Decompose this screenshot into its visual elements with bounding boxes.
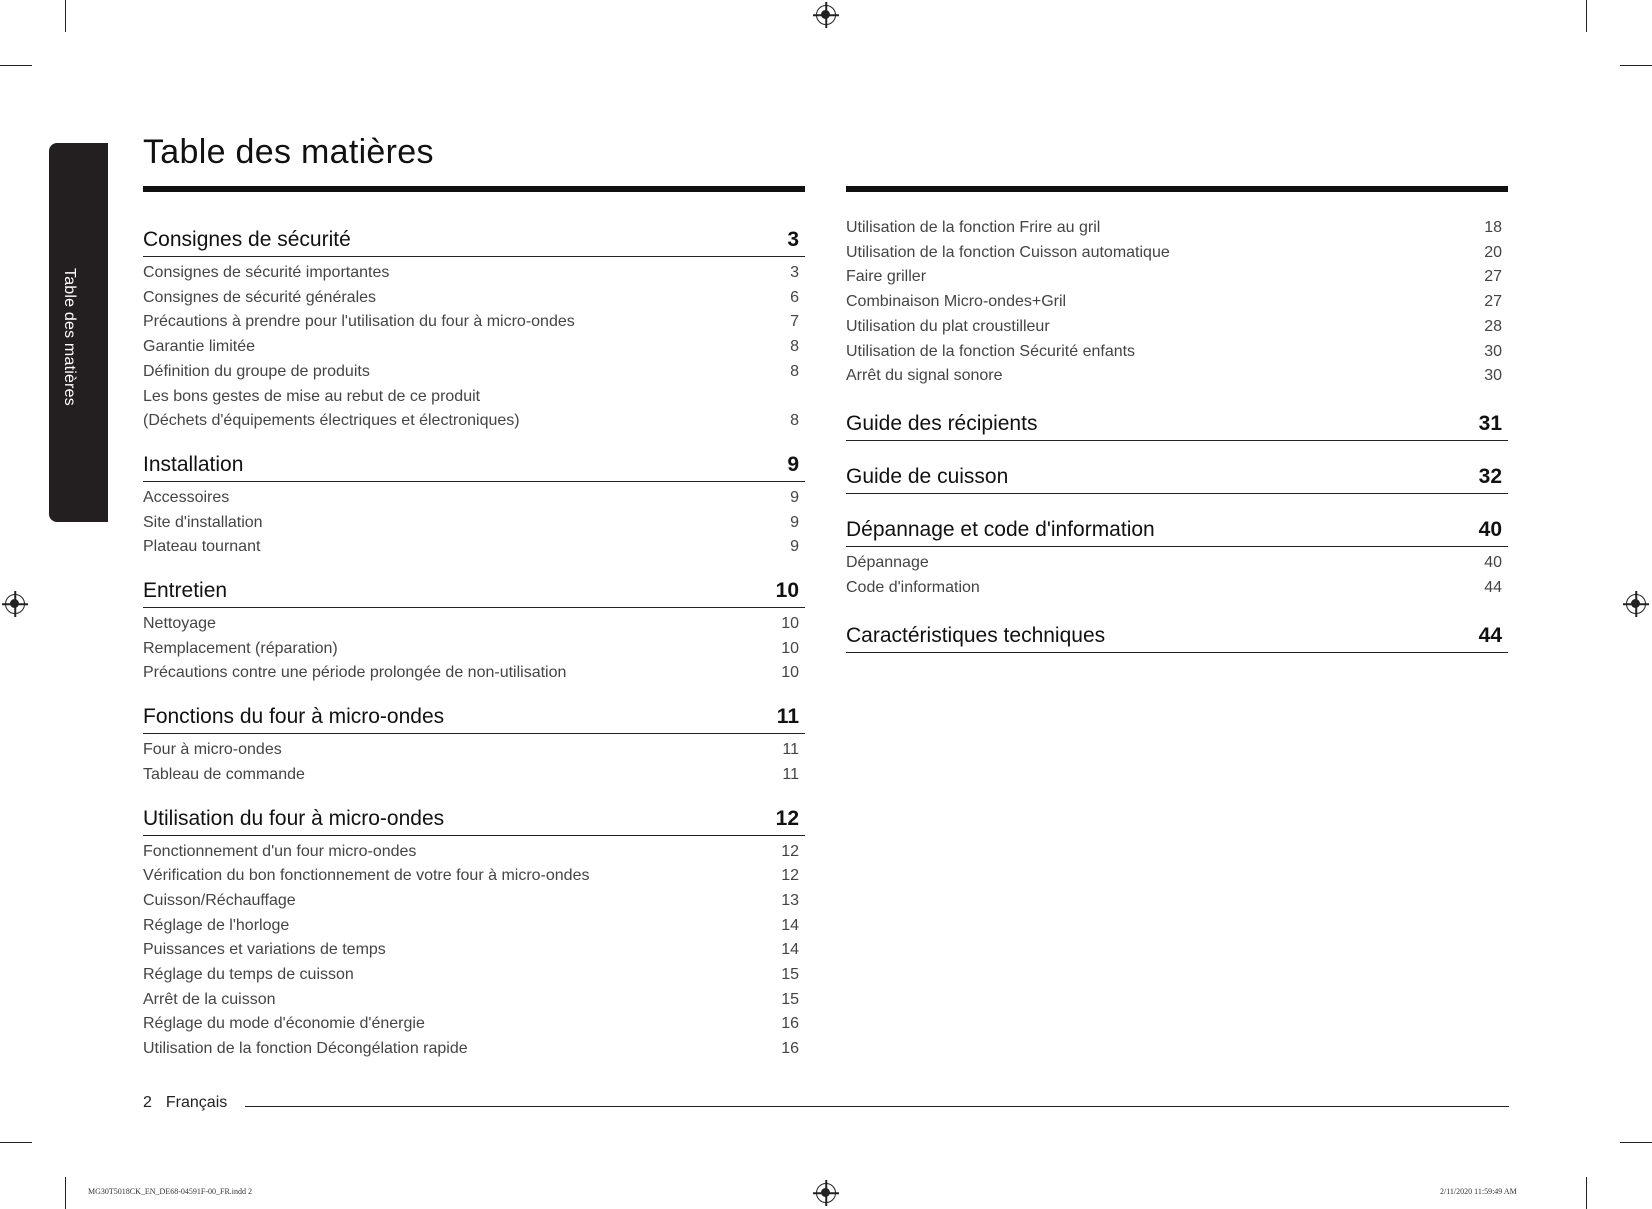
toc-entry[interactable] bbox=[143, 963, 805, 988]
toc-section-page: 12 bbox=[775, 806, 799, 830]
toc-entry[interactable] bbox=[143, 988, 805, 1013]
toc-entry-title: Consignes de sécurité générales bbox=[143, 288, 377, 306]
toc-section bbox=[143, 698, 805, 787]
crop-mark bbox=[65, 0, 66, 32]
column-rule bbox=[143, 186, 805, 192]
toc-entry-page: 10 bbox=[781, 664, 799, 682]
toc-entry[interactable] bbox=[143, 511, 805, 536]
toc-entry-page: 27 bbox=[1484, 293, 1502, 311]
toc-entry-title: Faire griller bbox=[846, 268, 927, 286]
crop-mark bbox=[1620, 65, 1652, 66]
toc-entry-page: 27 bbox=[1484, 268, 1502, 286]
toc-entry[interactable] bbox=[143, 535, 805, 560]
toc-entry-page: 16 bbox=[781, 1015, 799, 1033]
toc-entry-title: Utilisation de la fonction Cuisson automatique bbox=[846, 243, 1170, 261]
toc-section-title: Guide des récipients bbox=[846, 411, 1038, 435]
toc-entry-title: Utilisation du plat croustilleur bbox=[846, 317, 1050, 335]
toc-entry-title: Consignes de sécurité importantes bbox=[143, 264, 390, 281]
toc-entry[interactable] bbox=[143, 637, 805, 662]
toc-section-title: Consignes de sécurité bbox=[143, 228, 351, 251]
toc-entry[interactable] bbox=[143, 286, 805, 311]
toc-entry-page: 11 bbox=[782, 741, 799, 759]
toc-entry-title: Code d'information bbox=[846, 578, 980, 596]
page-number: 2 bbox=[143, 1094, 152, 1111]
toc-section bbox=[846, 405, 1508, 441]
toc-entry[interactable] bbox=[846, 551, 1508, 576]
toc-entry-title: Four à micro-ondes bbox=[143, 741, 282, 759]
toc-entry-list bbox=[846, 547, 1508, 600]
left-column bbox=[143, 186, 805, 1074]
toc-entry[interactable] bbox=[143, 763, 805, 788]
toc-section bbox=[143, 800, 805, 1062]
toc-entry-page: 9 bbox=[790, 513, 799, 531]
toc-entry[interactable] bbox=[143, 335, 805, 360]
toc-entry-title: Arrêt du signal sonore bbox=[846, 367, 1003, 385]
toc-entry-title: Précautions contre une période prolongée de non-utilisation bbox=[143, 664, 567, 682]
toc-entry[interactable] bbox=[846, 265, 1508, 290]
toc-section bbox=[143, 572, 805, 686]
toc-entry-page: 3 bbox=[790, 264, 799, 281]
toc-entry-page: 9 bbox=[790, 538, 799, 556]
toc-entry-title: Fonctionnement d'un four micro-ondes bbox=[143, 842, 417, 860]
toc-section-heading[interactable] bbox=[846, 617, 1508, 653]
toc-entry-title: Utilisation de la fonction Sécurité enfants bbox=[846, 342, 1136, 360]
toc-entry-title: Cuisson/Réchauffage bbox=[143, 891, 296, 909]
toc-section-heading[interactable] bbox=[846, 458, 1508, 494]
toc-entry-list bbox=[143, 608, 805, 686]
toc-section bbox=[846, 511, 1508, 600]
toc-entry-title: Réglage du temps de cuisson bbox=[143, 966, 354, 984]
toc-section-heading[interactable] bbox=[846, 405, 1508, 441]
toc-entry[interactable] bbox=[846, 290, 1508, 315]
registration-mark-icon bbox=[816, 5, 836, 25]
toc-section-page: 10 bbox=[775, 579, 799, 603]
toc-section-page: 44 bbox=[1478, 624, 1502, 648]
toc-entry[interactable] bbox=[143, 738, 805, 763]
toc-section-title: Utilisation du four à micro-ondes bbox=[143, 806, 445, 830]
toc-section-page: 32 bbox=[1478, 464, 1502, 488]
toc-section-heading[interactable] bbox=[143, 800, 805, 836]
toc-entry-list bbox=[143, 734, 805, 787]
toc-entry[interactable] bbox=[143, 310, 805, 335]
page-footer bbox=[143, 1094, 1509, 1112]
toc-section bbox=[143, 446, 805, 560]
toc-entry[interactable] bbox=[143, 840, 805, 865]
crop-mark bbox=[1586, 1177, 1587, 1209]
toc-entry-title: Garantie limitée bbox=[143, 338, 256, 356]
toc-entry[interactable] bbox=[143, 1037, 805, 1062]
registration-mark-icon bbox=[1626, 594, 1646, 614]
toc-section-title: Guide de cuisson bbox=[846, 464, 1009, 488]
toc-entry-page: 30 bbox=[1484, 367, 1502, 385]
toc-entry[interactable] bbox=[143, 938, 805, 963]
toc-entry-title: Dépannage bbox=[846, 553, 929, 571]
continued-entries bbox=[846, 216, 1508, 389]
toc-entry-title: Combinaison Micro-ondes+Gril bbox=[846, 293, 1067, 311]
column-rule bbox=[846, 186, 1508, 192]
toc-entry[interactable] bbox=[143, 914, 805, 939]
toc-section-heading[interactable] bbox=[143, 572, 805, 608]
toc-section-page: 31 bbox=[1478, 411, 1502, 435]
toc-section-heading[interactable] bbox=[846, 511, 1508, 547]
toc-section-title: Caractéristiques techniques bbox=[846, 624, 1106, 648]
side-tab-label: Table des matières bbox=[61, 268, 78, 406]
toc-entry-title: Accessoires bbox=[143, 488, 230, 506]
toc-entry-page: 6 bbox=[790, 288, 799, 306]
toc-section-page: 9 bbox=[787, 452, 799, 476]
slug-filename: MG30T5018CK_EN_DE68-04591F-00_FR.indd 2 bbox=[88, 1187, 253, 1196]
page-title: Table des matières bbox=[143, 133, 434, 171]
crop-mark bbox=[1586, 0, 1587, 32]
toc-entry-title: Définition du groupe de produits bbox=[143, 362, 370, 380]
crop-mark bbox=[65, 1177, 66, 1209]
toc-entry-page: 7 bbox=[790, 313, 799, 331]
toc-entry[interactable] bbox=[846, 315, 1508, 340]
toc-section-page: 11 bbox=[776, 705, 799, 729]
crop-mark bbox=[0, 1142, 32, 1143]
toc-entry[interactable] bbox=[143, 612, 805, 637]
crop-mark bbox=[1620, 1142, 1652, 1143]
crop-mark bbox=[0, 65, 32, 66]
toc-entry-title: Utilisation de la fonction Frire au gril bbox=[846, 219, 1101, 236]
toc-entry-page: 28 bbox=[1484, 317, 1502, 335]
toc-entry[interactable] bbox=[143, 889, 805, 914]
toc-section-title: Installation bbox=[143, 452, 244, 476]
toc-entry-page: 20 bbox=[1484, 243, 1502, 261]
toc-entry-page: 8 bbox=[790, 362, 799, 380]
right-column bbox=[846, 186, 1508, 670]
toc-entry-page: 10 bbox=[781, 615, 799, 633]
toc-entry-page: 13 bbox=[781, 891, 799, 909]
toc-entry-title: Utilisation de la fonction Décongélation rapide bbox=[143, 1040, 468, 1058]
footer-rule bbox=[245, 1106, 1509, 1107]
toc-section-title: Dépannage et code d'information bbox=[846, 517, 1155, 541]
slug-timestamp: 2/11/2020 11:59:49 AM bbox=[1440, 1187, 1517, 1196]
toc-entry-title: Plateau tournant bbox=[143, 538, 261, 556]
toc-entry-page: 18 bbox=[1484, 219, 1502, 236]
toc-entry[interactable] bbox=[143, 385, 805, 434]
toc-entry-list bbox=[143, 257, 805, 434]
toc-section-heading[interactable] bbox=[143, 221, 805, 257]
toc-entry[interactable] bbox=[846, 576, 1508, 601]
toc-entry-list bbox=[143, 482, 805, 560]
toc-entry[interactable] bbox=[143, 360, 805, 385]
toc-entry[interactable] bbox=[143, 486, 805, 511]
toc-section-title: Entretien bbox=[143, 579, 228, 603]
footer-language: Français bbox=[165, 1094, 228, 1111]
toc-section-page: 40 bbox=[1478, 517, 1502, 541]
toc-entry-list bbox=[143, 836, 805, 1062]
toc-entry-page: 11 bbox=[782, 765, 799, 783]
toc-entry-page: 16 bbox=[781, 1040, 799, 1058]
toc-entry-page: 40 bbox=[1484, 553, 1502, 571]
toc-section bbox=[846, 617, 1508, 653]
toc-entry[interactable] bbox=[846, 340, 1508, 365]
toc-entry-title: Arrêt de la cuisson bbox=[143, 990, 276, 1008]
registration-mark-icon bbox=[816, 1183, 836, 1203]
side-tab bbox=[49, 143, 108, 522]
toc-entry-title: Réglage de l'horloge bbox=[143, 916, 290, 934]
toc-entry-page: 10 bbox=[781, 639, 799, 657]
toc-entry-title: Tableau de commande bbox=[143, 765, 305, 783]
toc-entry[interactable] bbox=[846, 216, 1508, 241]
toc-entry[interactable] bbox=[143, 261, 805, 286]
toc-entry-page: 8 bbox=[790, 412, 799, 430]
toc-entry[interactable] bbox=[846, 364, 1508, 389]
registration-mark-icon bbox=[5, 594, 25, 614]
toc-entry-page: 44 bbox=[1484, 578, 1502, 596]
toc-entry-page: 8 bbox=[790, 338, 799, 356]
toc-entry-page: 30 bbox=[1484, 342, 1502, 360]
toc-section bbox=[846, 458, 1508, 494]
toc-entry[interactable] bbox=[143, 864, 805, 889]
toc-entry[interactable] bbox=[846, 241, 1508, 266]
toc-entry-page: 14 bbox=[781, 916, 799, 934]
toc-entry-title: Les bons gestes de mise au rebut de ce produit (Déchets d'équipements électriques et électroniques) bbox=[143, 387, 520, 430]
toc-entry[interactable] bbox=[143, 661, 805, 686]
toc-entry-title: Puissances et variations de temps bbox=[143, 941, 386, 959]
toc-section bbox=[143, 221, 805, 434]
toc-section-title: Fonctions du four à micro-ondes bbox=[143, 705, 445, 729]
toc-entry-page: 14 bbox=[781, 941, 799, 959]
toc-entry-page: 12 bbox=[781, 867, 799, 885]
toc-entry-page: 12 bbox=[781, 842, 799, 860]
toc-entry-title: Remplacement (réparation) bbox=[143, 639, 338, 657]
toc-entry[interactable] bbox=[143, 1012, 805, 1037]
toc-entry-title: Site d'installation bbox=[143, 513, 263, 531]
toc-section-heading[interactable] bbox=[143, 446, 805, 482]
toc-entry-title: Réglage du mode d'économie d'énergie bbox=[143, 1015, 425, 1033]
toc-entry-page: 15 bbox=[781, 966, 799, 984]
toc-entry-title: Nettoyage bbox=[143, 615, 216, 633]
toc-entry-title: Vérification du bon fonctionnement de votre four à micro-ondes bbox=[143, 867, 590, 885]
toc-section-heading[interactable] bbox=[143, 698, 805, 734]
toc-entry-page: 9 bbox=[790, 488, 799, 506]
toc-entry-page: 15 bbox=[781, 990, 799, 1008]
toc-section-page: 3 bbox=[787, 228, 799, 251]
toc-entry-title: Précautions à prendre pour l'utilisation du four à micro-ondes bbox=[143, 313, 575, 331]
